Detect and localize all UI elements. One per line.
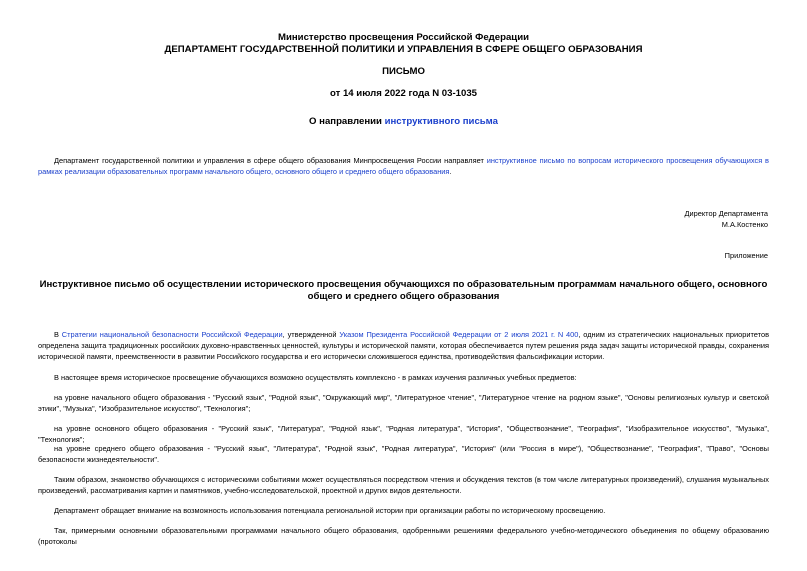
p1-text-b: , утвержденной bbox=[282, 330, 340, 339]
appendix-label: Приложение bbox=[724, 251, 768, 260]
intro-text: Департамент государственной политики и управления в сфере общего образования Минпросвещения России направляет bbox=[54, 156, 487, 165]
strategy-link[interactable]: Стратегии национальной безопасности Российской Федерации bbox=[61, 330, 283, 339]
body-paragraph-3: на уровне начального общего образования - "Русский язык", "Родной язык", "Окружающий мир", "Литературное чтение", "Литературное чтение на родном языке", "Основы религиозных культур и светской этики", "Музыка", "Изобразительное искусство", "Технология"; bbox=[38, 393, 769, 413]
body-paragraph-1 bbox=[38, 329, 769, 362]
signature-name: М.А.Костенко bbox=[721, 220, 768, 229]
body-paragraph-5: на уровне среднего общего образования - "Русский язык", "Литература", "Родной язык", "Родная литература", "История" (или "Россия в мире"), "Обществознание", "География", "Право", "Основы безопасности жизнедеятельности". bbox=[38, 444, 769, 464]
document-type: ПИСЬМО bbox=[382, 66, 425, 77]
intro-end: . bbox=[449, 167, 452, 176]
ministry-name: Министерство просвещения Российской Федерации bbox=[278, 32, 529, 43]
department-name: ДЕПАРТАМЕНТ ГОСУДАРСТВЕННОЙ ПОЛИТИКИ И УПРАВЛЕНИЯ В СФЕРЕ ОБЩЕГО ОБРАЗОВАНИЯ bbox=[164, 44, 643, 55]
p1-text-a: В bbox=[54, 330, 62, 339]
body-paragraph-2: В настоящее время историческое просвещение обучающихся возможно осуществлять комплексно - в рамках изучения различных учебных предметов: bbox=[54, 373, 577, 382]
subject-prefix: О направлении bbox=[309, 116, 385, 127]
intro-link[interactable]: инструктивное письмо по вопросам исторического просвещения обучающихся в рамках реализации образовательных программ начального общего, основного общего и среднего общего образования bbox=[38, 156, 769, 176]
appendix-title: Инструктивное письмо об осуществлении исторического просвещения обучающихся по образовательным программам начального общего, основного общего и среднего общего образования bbox=[39, 279, 768, 302]
p1-text-c: , одним из стратегических национальных приоритетов определена защита традиционных российских духовно-нравственных ценностей, культуры и исторической памяти, которая обеспечивается путем решения ряда задач защиты исторической правды, сохранения исторической памяти, преемственности в развитии Российского государства и его исторически сложившегося единства, противодействия фальсификации истории. bbox=[38, 330, 769, 361]
document-subject bbox=[0, 116, 807, 128]
body-paragraph-6: Таким образом, знакомство обучающихся с историческими событиями может осуществляться посредством чтения и обсуждения текстов (в том числе литературных произведений), слушания музыкальных произведений, рассматривания картин и памятников, учебно-исследовательской, проектной и других видов деятельности. bbox=[38, 475, 769, 495]
decree-link[interactable]: Указом Президента Российской Федерации от 2 июля 2021 г. N 400 bbox=[339, 330, 579, 339]
body-paragraph-4: на уровне основного общего образования - "Русский язык", "Литература", "Родной язык", "Родная литература", "История", "Обществознание", "География", "Изобразительное искусство", "Музыка", "Технология"; bbox=[38, 424, 769, 444]
body-paragraph-8: Так, примерными основными образовательными программами начального общего образования, одобренными решениями федерального учебно-методического объединения по общему образованию (протоколы bbox=[38, 526, 769, 546]
intro-paragraph bbox=[38, 155, 769, 177]
subject-link[interactable]: инструктивного письма bbox=[384, 116, 498, 127]
body-paragraph-7: Департамент обращает внимание на возможность использования потенциала региональной истории при организации работы по историческому просвещению. bbox=[54, 506, 606, 515]
signature-position: Директор Департамента bbox=[684, 209, 768, 218]
document-date-number: от 14 июля 2022 года N 03-1035 bbox=[329, 88, 478, 99]
